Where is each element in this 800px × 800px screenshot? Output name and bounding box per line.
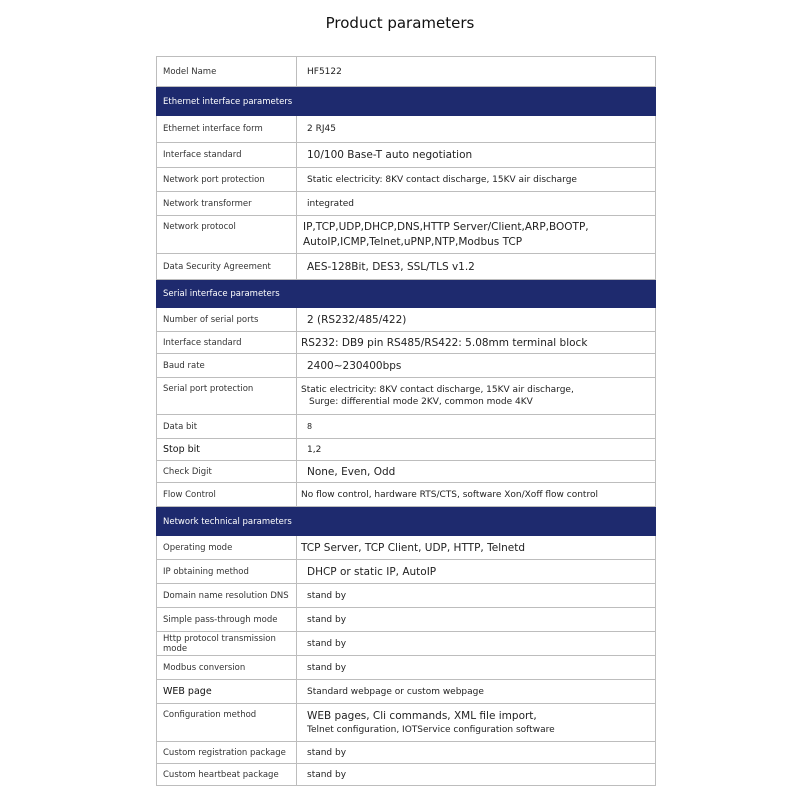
table-row: [156, 608, 656, 632]
param-value-line: Static electricity: 8KV contact discharge, 15KV air discharge,: [301, 384, 574, 395]
param-name: Model Name: [157, 57, 297, 86]
table-row: [156, 308, 656, 332]
param-value: Standard webpage or custom webpage: [307, 686, 484, 697]
table-row: [156, 704, 656, 742]
param-value-line: AutoIP,ICMP,Telnet,uPNP,NTP,Modbus TCP: [303, 235, 523, 248]
param-value: [297, 378, 655, 414]
param-value: DHCP or static IP, AutoIP: [307, 565, 437, 578]
table-row: [156, 216, 656, 254]
param-name: Baud rate: [157, 354, 297, 377]
param-name: Simple pass-through mode: [157, 608, 297, 631]
param-value-line: Telnet configuration, IOTService configuration software: [307, 724, 555, 735]
param-value: 2 (RS232/485/422): [307, 313, 407, 326]
param-name: Number of serial ports: [157, 308, 297, 331]
table-row: [156, 332, 656, 354]
param-value-line: IP,TCP,UDP,DHCP,DNS,HTTP Server/Client,ARP,BOOTP,: [303, 221, 589, 234]
param-value: No flow control, hardware RTS/CTS, software Xon/Xoff flow control: [301, 489, 598, 500]
table-row: [156, 764, 656, 786]
param-name: Domain name resolution DNS: [157, 584, 297, 607]
section-header: Network technical parameters: [156, 507, 656, 536]
param-value: RS232: DB9 pin RS485/RS422: 5.08mm terminal block: [301, 336, 588, 349]
param-value-line: WEB pages, Cli commands, XML file import,: [307, 710, 537, 723]
param-value: None, Even, Odd: [307, 465, 396, 478]
table-row: [156, 143, 656, 168]
param-name: Serial port protection: [157, 378, 297, 414]
table-row: [156, 656, 656, 680]
section-header: Serial interface parameters: [156, 280, 656, 308]
param-name: Http protocol transmission mode: [157, 632, 297, 655]
param-value: [297, 704, 655, 741]
section-header: Ethernet interface parameters: [156, 87, 656, 116]
param-name: IP obtaining method: [157, 560, 297, 583]
table-row: [156, 354, 656, 378]
param-value: Static electricity: 8KV contact discharge, 15KV air discharge: [307, 174, 577, 185]
param-value: 10/100 Base-T auto negotiation: [307, 149, 473, 161]
param-value: 1,2: [307, 444, 322, 455]
table-row: [156, 680, 656, 704]
table-row: [156, 168, 656, 192]
table-row: [156, 632, 656, 656]
param-name: WEB page: [157, 680, 297, 703]
param-value-line: Surge: differential mode 2KV, common mode 4KV: [309, 397, 533, 407]
table-row: [156, 536, 656, 560]
param-name: Stop bit: [157, 439, 297, 460]
param-name: Data bit: [157, 415, 297, 438]
param-name: Interface standard: [157, 332, 297, 353]
param-value: 2 RJ45: [307, 124, 336, 134]
param-value: stand by: [307, 614, 347, 625]
table-row: [156, 254, 656, 280]
param-value: stand by: [307, 747, 347, 758]
param-value: stand by: [307, 769, 347, 780]
param-value: TCP Server, TCP Client, UDP, HTTP, Telnetd: [301, 541, 526, 554]
param-value: stand by: [307, 590, 347, 601]
param-name: Ethernet interface form: [157, 116, 297, 142]
param-name: Interface standard: [157, 143, 297, 167]
table-row: [156, 560, 656, 584]
table-row: [156, 415, 656, 439]
param-name: Configuration method: [157, 704, 297, 741]
param-value: stand by: [307, 662, 347, 673]
param-value: 2400~230400bps: [307, 359, 402, 372]
param-name: Network port protection: [157, 168, 297, 191]
param-name: Network protocol: [157, 216, 297, 253]
table-row: [156, 192, 656, 216]
param-value: stand by: [307, 638, 347, 649]
table-row: [156, 584, 656, 608]
param-name: Flow Control: [157, 483, 297, 506]
param-name: Network transformer: [157, 192, 297, 215]
table-row: [156, 57, 656, 87]
param-value: [297, 216, 655, 253]
param-name: Custom registration package: [157, 742, 297, 763]
page-title: Product parameters: [325, 14, 475, 32]
table-row: [156, 439, 656, 461]
table-row: [156, 483, 656, 507]
param-value: AES-128Bit, DES3, SSL/TLS v1.2: [307, 260, 475, 273]
param-name: Modbus conversion: [157, 656, 297, 679]
param-value: HF5122: [307, 66, 342, 77]
param-name: Operating mode: [157, 536, 297, 559]
param-value: 8: [307, 422, 313, 431]
table-row: [156, 378, 656, 415]
param-name: Custom heartbeat package: [157, 764, 297, 785]
table-row: [156, 116, 656, 143]
table-row: [156, 742, 656, 764]
param-name: Data Security Agreement: [157, 254, 297, 279]
param-name: Check Digit: [157, 461, 297, 482]
table-row: [156, 461, 656, 483]
parameters-table: [156, 56, 656, 786]
param-value: integrated: [307, 198, 354, 209]
